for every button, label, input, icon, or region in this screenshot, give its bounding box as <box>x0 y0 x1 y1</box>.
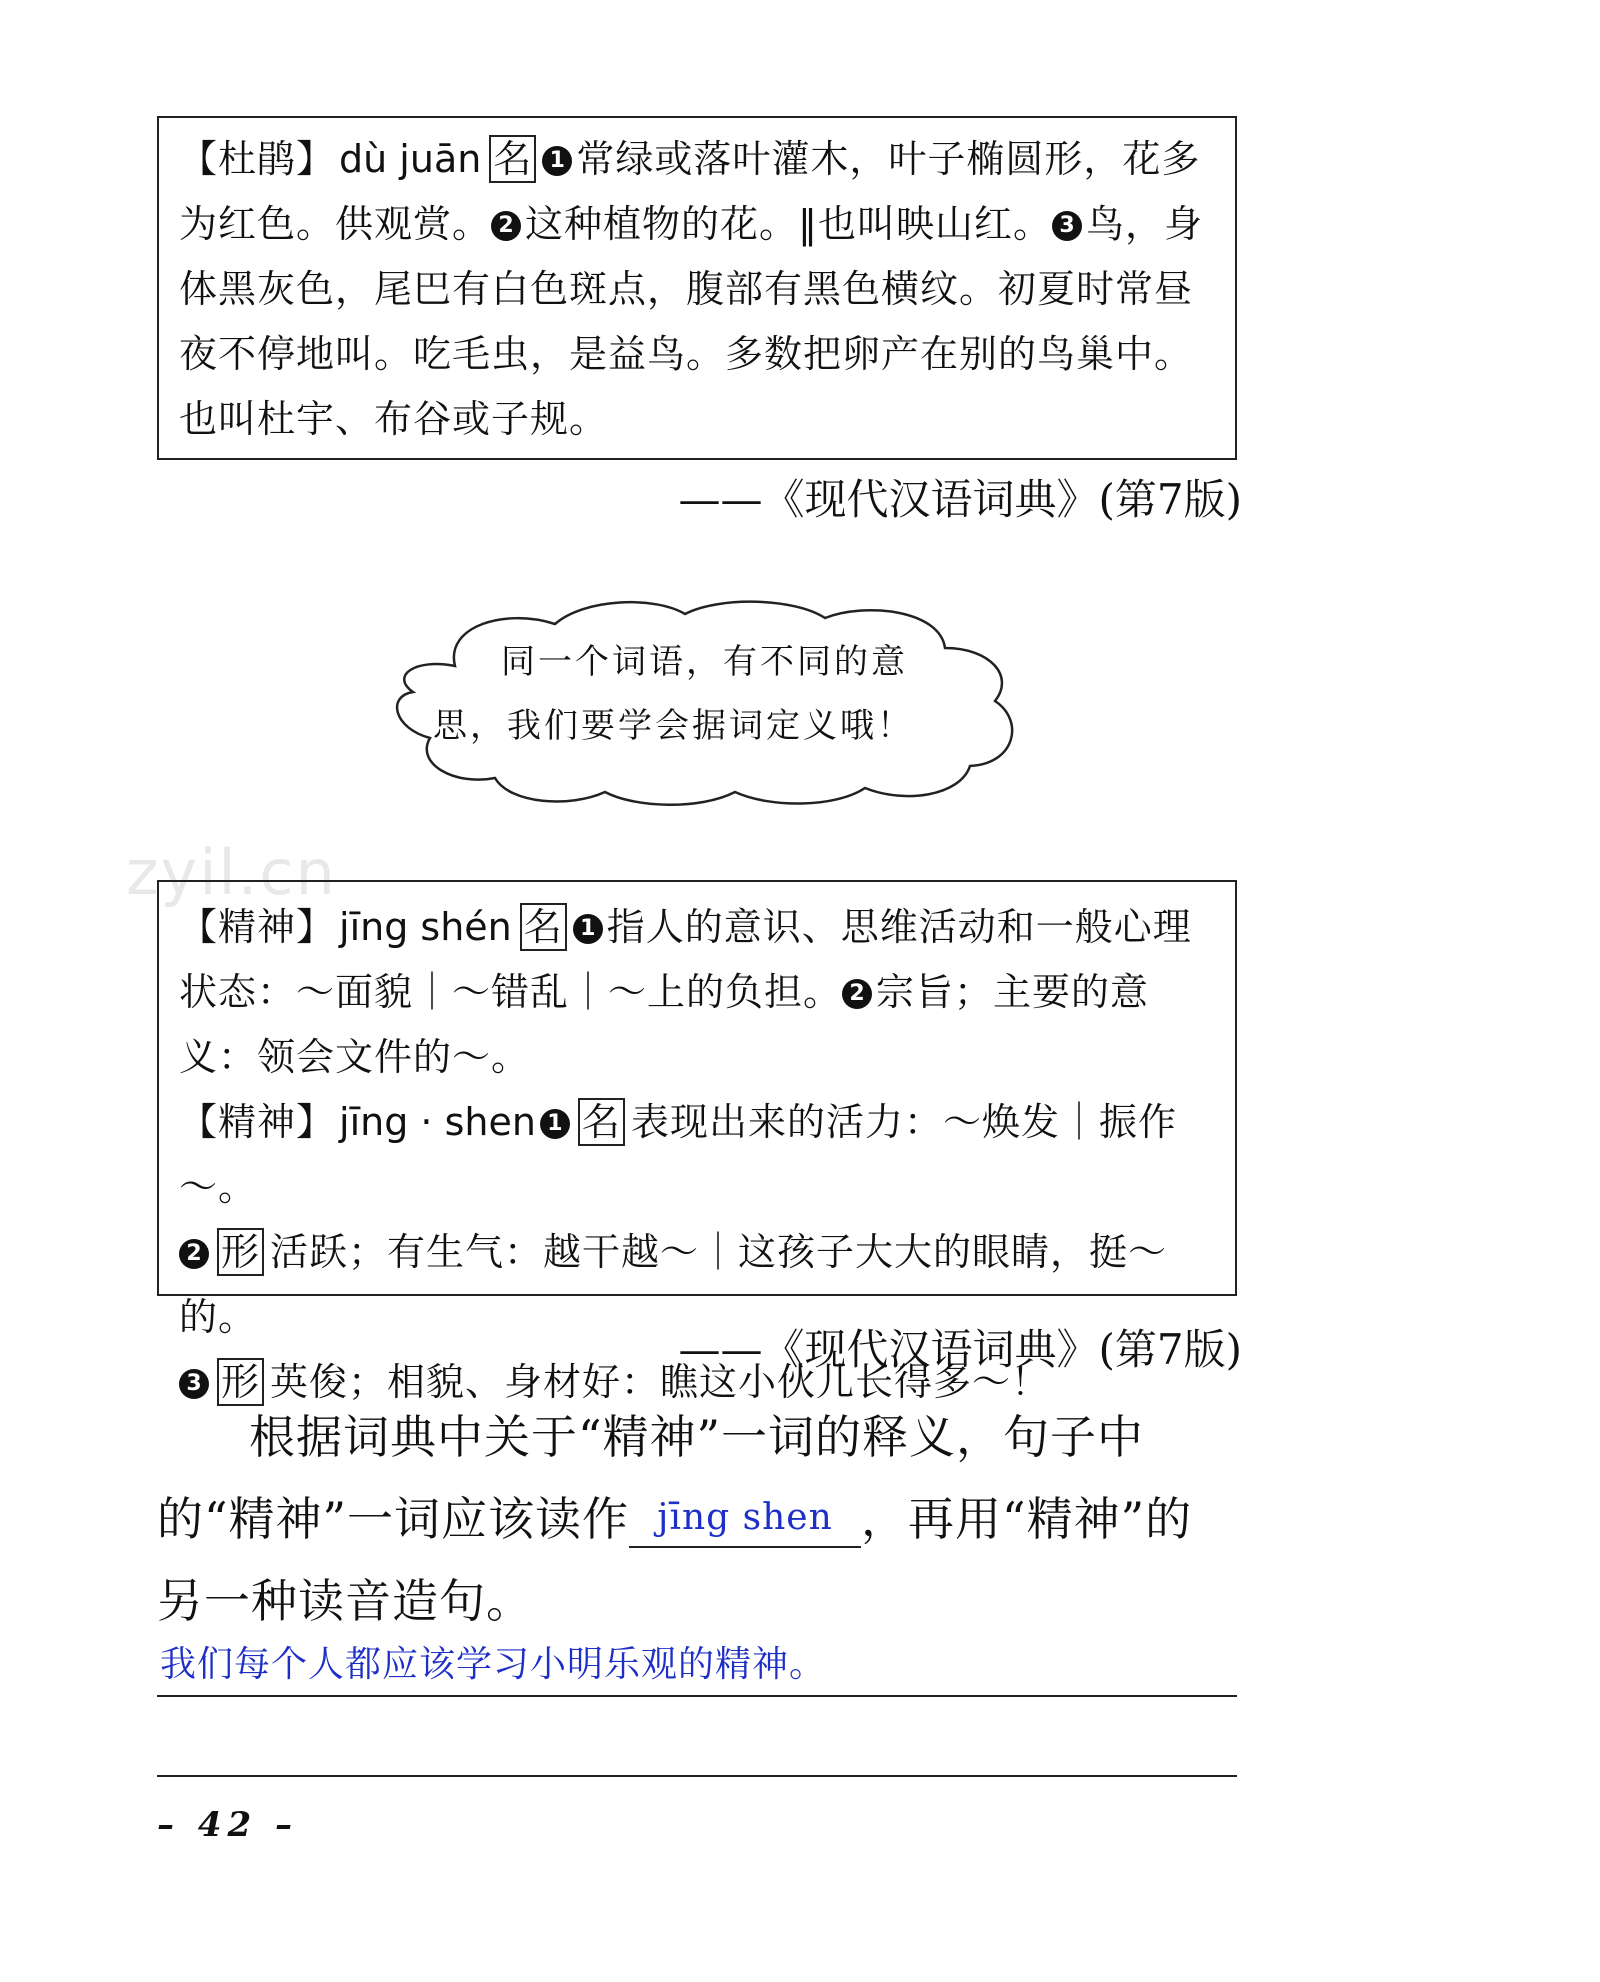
sense-number-1-icon: 1 <box>573 914 603 944</box>
sense-number-3-icon: 3 <box>1052 211 1082 241</box>
question-part-1: 根据词典中关于“精神”一词的释义，句子中的“精神”一词应该读作 <box>157 1410 1145 1546</box>
sense-number-2-icon: 2 <box>491 211 521 241</box>
watermark: zyil.cn <box>126 836 337 909</box>
handwritten-answer[interactable]: 我们每个人都应该学习小明乐观的精神。 <box>160 1644 827 1685</box>
part-of-speech-tag: 名 <box>489 135 536 183</box>
headword: 【杜鹃】 <box>179 137 336 181</box>
definition-2: 宗旨；主要的意义：领会文件的～。 <box>179 970 1150 1079</box>
sense-number-2-icon: 2 <box>179 1239 209 1269</box>
definition-2: 这种植物的花。‖也叫映山红。 <box>525 202 1053 246</box>
part-of-speech-tag: 形 <box>217 1358 264 1406</box>
dictionary-source-citation: ——《现代汉语词典》(第7版) <box>678 1325 1242 1374</box>
thought-bubble <box>385 596 1025 806</box>
answer-line-1 <box>157 1695 1237 1697</box>
definition-1: 指人的意识、思维活动和一般心理状态：～面貌｜～错乱｜～上的负担。 <box>179 905 1192 1014</box>
pinyin: jīng shén <box>339 905 512 949</box>
pinyin: jīng · shen <box>339 1100 536 1144</box>
definition-2: 活跃；有生气：越干越～｜这孩子大大的眼睛，挺～的。 <box>179 1230 1168 1339</box>
entry-text <box>179 127 1217 452</box>
headword: 【精神】 <box>179 905 336 949</box>
definition-3: 英俊；相貌、身材好：瞧这小伙儿长得多～！ <box>270 1360 1051 1404</box>
bubble-text: 同一个词语，有不同的意思，我们要学会据词定义哦！ <box>433 642 914 746</box>
part-of-speech-tag: 名 <box>520 903 567 951</box>
entry-jingshen-shen <box>179 895 1217 1090</box>
answer-line-2 <box>157 1775 1237 1777</box>
page-number: – 42 – <box>157 1805 298 1845</box>
question-text <box>157 1396 1239 1642</box>
definition-1: 表现出来的活力：～焕发｜振作～。 <box>179 1100 1177 1209</box>
answer-blank[interactable]: jīng shen <box>629 1490 861 1548</box>
dictionary-source-citation: ——《现代汉语词典》(第7版) <box>678 475 1242 524</box>
pinyin: dù juān <box>339 137 482 181</box>
dictionary-entry-dujuan <box>157 116 1237 460</box>
part-of-speech-tag: 名 <box>578 1098 625 1146</box>
part-of-speech-tag: 形 <box>217 1228 264 1276</box>
sense-number-2-icon: 2 <box>842 979 872 1009</box>
headword: 【精神】 <box>179 1100 336 1144</box>
sense-number-3-icon: 3 <box>179 1369 209 1399</box>
question-part-2: ，再用“精神”的另一种读音造句。 <box>157 1492 1193 1628</box>
definition-1: 常绿或落叶灌木，叶子椭圆形，花多为红色。供观赏。 <box>179 137 1201 246</box>
sense-number-1-icon: 1 <box>540 1109 570 1139</box>
sense-number-1-icon: 1 <box>542 146 572 176</box>
definition-3: 鸟，身体黑灰色，尾巴有白色斑点，腹部有黑色横纹。初夏时常昼夜不停地叫。吃毛虫，是益鸟。多数把卵产在别的鸟巢中。也叫杜宇、布谷或子规。 <box>179 202 1204 441</box>
